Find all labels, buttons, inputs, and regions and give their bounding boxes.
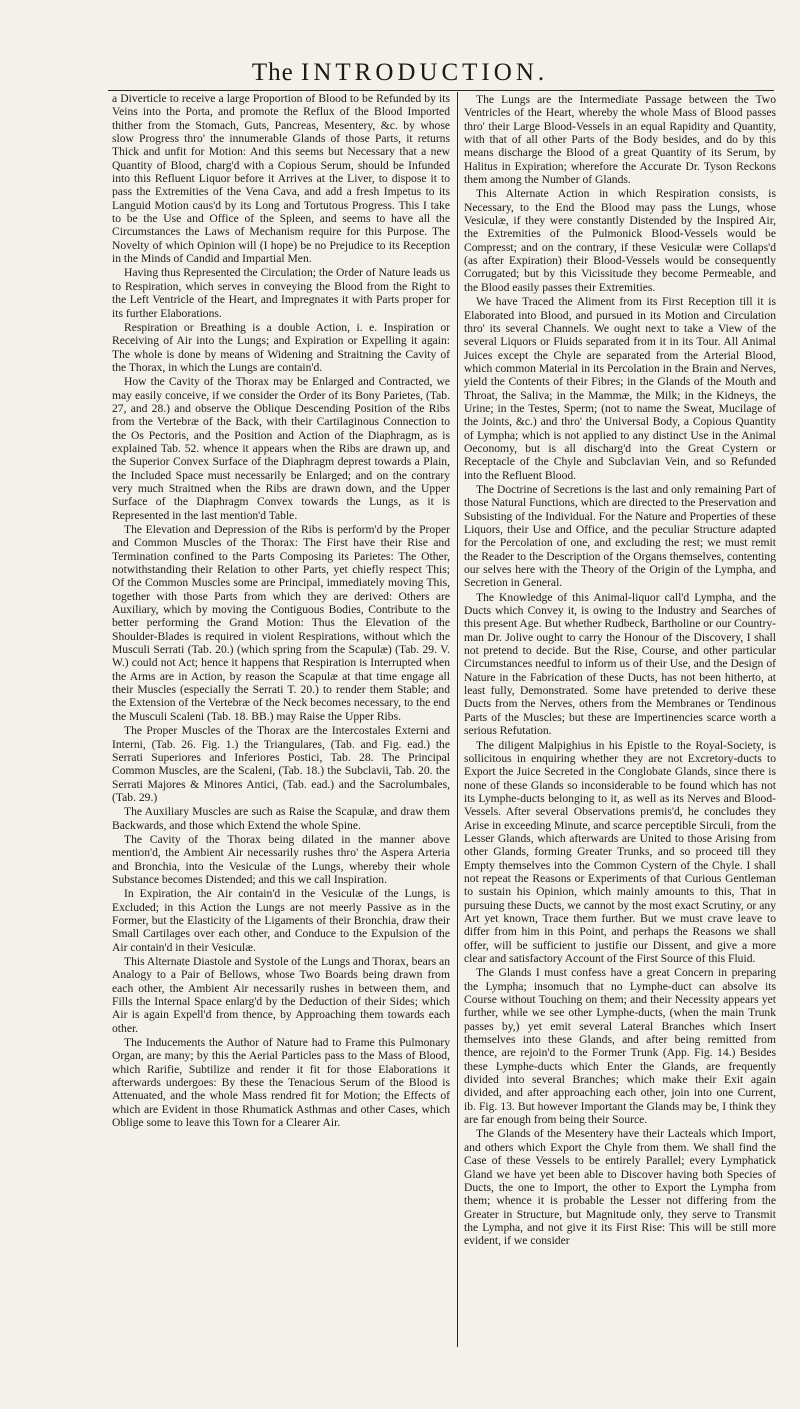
paragraph: Respiration or Breathing is a double Action, i. e. Inspiration or Receiving of Air into the Lungs; and Expiration or Expelling it again: The whole is done by means of Widening and Straitning the Cavity of the Thorax, in which the Lungs are contain'd. [112, 320, 450, 374]
paragraph: The Doctrine of Secretions is the last and only remaining Part of those Natural Functions, which are directed to the Preservation and Subsisting of the Individual. For the Nature and Properties of these Liquors, their Use and Office, and the peculiar Structure adapted for the Percolation of one, and excluding the rest; we must remit the Reader to the Description of the Organs themselves, contenting our selves here with the Theory of the Origin of the Lympha, and Secretion in General. [464, 482, 776, 590]
paragraph: Having thus Represented the Circulation; the Order of Nature leads us to Respiration, which serves in conveying the Blood from the Right to the Left Ventricle of the Heart, and Impregnates it with Parts proper for its further Elaborations. [112, 266, 450, 320]
paragraph: How the Cavity of the Thorax may be Enlarged and Contracted, we may easily conceive, if we consider the Order of its Bony Parietes, (Tab. 27, and 28.) and observe the Oblique Descending Position of the Ribs from the Vertebræ of the Back, with their Cartilaginous Connection to the Os Pectoris, and the Position and Action of the Diaphragm, as is explained Tab. 52. whence it appears when the Ribs are drawn up, and the Superior Convex Surface of the Diaphragm deprest towards a Plain, the Included Space must necessarily be Enlarged; and on the contrary very much Straitned when the Ribs are drawn down, and the Upper Surface of the Diaphragm Convex towards the Lungs, as it is Represented in the last mention'd Table. [112, 375, 450, 522]
left-column [112, 92, 450, 1337]
paragraph: The Elevation and Depression of the Ribs is perform'd by the Proper and Common Muscles of the Thorax: The First have their Rise and Termination confined to the Parts Composing its Parietes: The Other, notwithstanding their Relation to other Parts, yet chiefly respect This; Of the Common Muscles some are Principal, immediately moving This, together with those Parts from which they are derived: Others are Auxiliary, which by moving the Contiguous Bodies, Contribute to the better performing the Grand Motion: Thus the Elevation of the Shoulder-Blades is required in violent Respirations, without which the Musculi Serrati (Tab. 20.) (which spring from the Scapulæ) (Tab. 29. V. W.) could not Act; hence it happens that Respiration is Interrupted when the Arms are in Action, by reason the Scapulæ at that time engage all their Muscles (especially the Serrati T. 20.) to render them Stable; and the Extension of the Vertebræ of the Neck becomes necessary, to the end the Musculi Scaleni (Tab. 18. BB.) may Raise the Upper Ribs. [112, 523, 450, 723]
paragraph: This Alternate Diastole and Systole of the Lungs and Thorax, bears an Analogy to a Pair of Bellows, whose Two Boards being drawn from each other, the Ambient Air necessarily rushes in between them, and Fills the Internal Space enlarg'd by the Deduction of their Sides; which Air is again Expell'd from thence, by Approaching them towards each other. [112, 955, 450, 1035]
paragraph: The diligent Malpighius in his Epistle to the Royal-Society, is sollicitous in enquiring whether they are not Excretory-ducts to Export the Juice Secreted in the Conglobate Glands, since there is none of these Glands so inconsiderable to be found which has not its Lymphe-ducts belonging to it, as well as its Nerves and Blood-Vessels. After several Observations premis'd, he concludes they Arise in exceeding Minute, and scarce perceptible Sirculi, from the Lesser Glands, which afterwards are United to those Arising from other Glands, forming Greater Trunks, and so proceed till they Empty themselves into the Common Cystern of the Chyle. I shall not repeat the Reasons or Experiments of that Curious Gentleman to sustain his Opinion, which mainly amounts to this, That in pursuing these Ducts, we cannot by the most exact Scrutiny, or any Art yet known, Trace them further. But we must crave leave to differ from him in this Point, and perhaps the Reasons we shall offer, will be sufficient to justifie our Dissent, and give a more clear and satisfactory Account of the First Source of this Fluid. [464, 738, 776, 965]
paragraph: The Knowledge of this Animal-liquor call'd Lympha, and the Ducts which Convey it, is owing to the Industry and Searches of this present Age. But whether Rudbeck, Bartholine or our Country-man Dr. Jolive ought to carry the Honour of the Discovery, I shall not pretend to decide. But the Rise, Course, and other particular Circumstances needful to inform us of their Use, and the Design of Nature in the Fabrication of these Ducts, has not been hitherto, at least fully, Demonstrated. Some have pretended to derive these Ducts from the Nerves, others from the Membranes or Tendinous Parts of the Muscles; but these are Impertinencies scarce worth a serious Refutation. [464, 590, 776, 738]
paragraph: The Glands of the Mesentery have their Lacteals which Import, and others which Export the Chyle from them. We shall find the Case of these Vessels to be entirely Parallel; every Lymphatick Gland we have yet been able to Discover having both Species of Ducts, the one to Import, the other to Export the Lympha from them; whence it is probable the Lesser not differing from the Greater in Structure, but Magnitude only, they serve to Transmit the Lympha, and not give it its First Rise: This will be still more evident, if we consider [464, 1127, 776, 1248]
paragraph: The Inducements the Author of Nature had to Frame this Pulmonary Organ, are many; by this the Aerial Particles pass to the Mass of Blood, which Rarifie, Subtilize and render it fit for those Elaborations it afterwards undergoes: By these the Tenacious Serum of the Blood is Attenuated, and the whole Mass rendred fit for Motion; the Effects of which are Evident in those Rhumatick Asthmas and other Cases, which Oblige some to leave this Town for a Clearer Air. [112, 1036, 450, 1130]
paragraph: The Lungs are the Intermediate Passage between the Two Ventricles of the Heart, whereby the whole Mass of Blood passes thro' their Large Blood-Vessels in an equal Rapidity and Quantity, with that of all other Parts of the Body besides, and do by this means discharge the Blood of a great Quantity of its Serum, by Halitus in Expiration; wherefore the Accurate Dr. Tyson Reckons them among the Number of Glands. [464, 93, 776, 187]
paragraph: a Diverticle to receive a large Proportion of Blood to be Refunded by its Veins into the Porta, and promote the Reflux of the Blood Imported thither from the Stomach, Guts, Pancreas, Mesentery, &c. by whose slow Progress thro' the innumerable Glands of those Parts, it returns Thick and unfit for Motion: And this seems but Necessary that a new Quantity of Blood, charg'd with a Copious Serum, should be Infunded into this Refluent Liquor before it Arrives at the Liver, to dispose it to pass the Extremities of the Vena Cava, and add a fresh Impetus to its Languid Motion caus'd by its Long and Tortutous Progress. This I take to be the Use and Office of the Spleen, and seems to have all the Circumstances the Laws of Mechanism require for this Purpose. The Novelty of which Opinion will (I hope) be no Prejudice to its Reception in the Minds of Candid and Impartial Men. [112, 92, 450, 266]
paragraph: The Auxiliary Muscles are such as Raise the Scapulæ, and draw them Backwards, and those which Extend the whole Spine. [112, 805, 450, 832]
paragraph: We have Traced the Aliment from its First Reception till it is Elaborated into Blood, and pursued in its Motion and Circulation thro' its several Channels. We ought next to take a View of the several Liquors or Fluids separated from it in its Tour. All Animal Juices except the Chyle are separated from the Arterial Blood, which common Material in its Percolation in the Brain and Nerves, yield the Contents of their Fibres; in the Glands of the Mouth and Throat, the Saliva; in the Mammæ, the Milk; in the Kidneys, the Urine; in the Testes, Sperm; (not to name the Sweat, Mucilage of the Joints, &c.) and thro' the Universal Body, a Copious Quantity of Lympha; which is not applied to any distinct Use in the Animal Oeconomy, but is all discharg'd into the Great Cystern or Receptacle of the Chyle and Subclavian Vein, and so Refunded into the Refluent Blood. [464, 295, 776, 482]
right-column [464, 92, 776, 1347]
paragraph: This Alternate Action in which Respiration consists, is Necessary, to the End the Blood may pass the Lungs, whose Vesiculæ, if they were constantly Distended by the Inspired Air, the Extremities of the Pulmonick Blood-Vessels would be Compresst; and on the contrary, if these Vesiculæ were Collaps'd (as after Expiration) their Blood-Vessels would be consequently Corrugated; but by this Vicissitude they become Permeable, and the Blood easily passes their Extremities. [464, 187, 776, 294]
column-divider [457, 92, 458, 1347]
page-header [0, 58, 800, 88]
header-rule [108, 90, 774, 91]
paragraph: The Proper Muscles of the Thorax are the Intercostales Externi and Interni, (Tab. 26. Fig. 1.) the Triangulares, (Tab. and Fig. ead.) the Serrati Superiores and Inferiores Postici, Tab. 28. The Principal Common Muscles, are the Scaleni, (Tab. 18.) the Subclavii, Tab. 20. the Serrati Majores & Minores Antici, (Tab. ead.) and the Sacrolumbales, (Tab. 29.) [112, 724, 450, 804]
paragraph: The Cavity of the Thorax being dilated in the manner above mention'd, the Ambient Air necessarily rushes thro' the Aspera Arteria and Bronchia, into the Vesiculæ of the Lungs, whereby their whole Substance becomes Distended; and this we call Inspiration. [112, 832, 450, 886]
header-prefix: The [251, 59, 294, 86]
header-title: INTRODUCTION. [301, 59, 549, 86]
paragraph: The Glands I must confess have a great Concern in preparing the Lympha; insomuch that no Lymphe-duct can absolve its Course without Touching on them; and their Necessity appears yet further, while we see other Lymphe-ducts, (when the main Trunk passes by,) yet emit several Lateral Branches which Insert themselves into these Glands, and after being remitted from thence, are rejoin'd to the Former Trunk (App. Fig. 14.) Besides these Lymphe-ducts which Enter the Glands, are frequently divided into several Branches; which make their Exit again divided, and after approaching each other, join into one Current, ib. Fig. 13. But however Important the Glands may be, I think they are far enough from being their Source. [464, 966, 776, 1127]
paragraph: In Expiration, the Air contain'd in the Vesiculæ of the Lungs, is Excluded; in this Action the Lungs are not meerly Passive as in the Former, but the Elasticity of the Ligaments of their Bronchia, draw their Small Cartilages over each other, and Conduce to the Expulsion of the Air contain'd in their Vesiculæ. [112, 887, 450, 954]
